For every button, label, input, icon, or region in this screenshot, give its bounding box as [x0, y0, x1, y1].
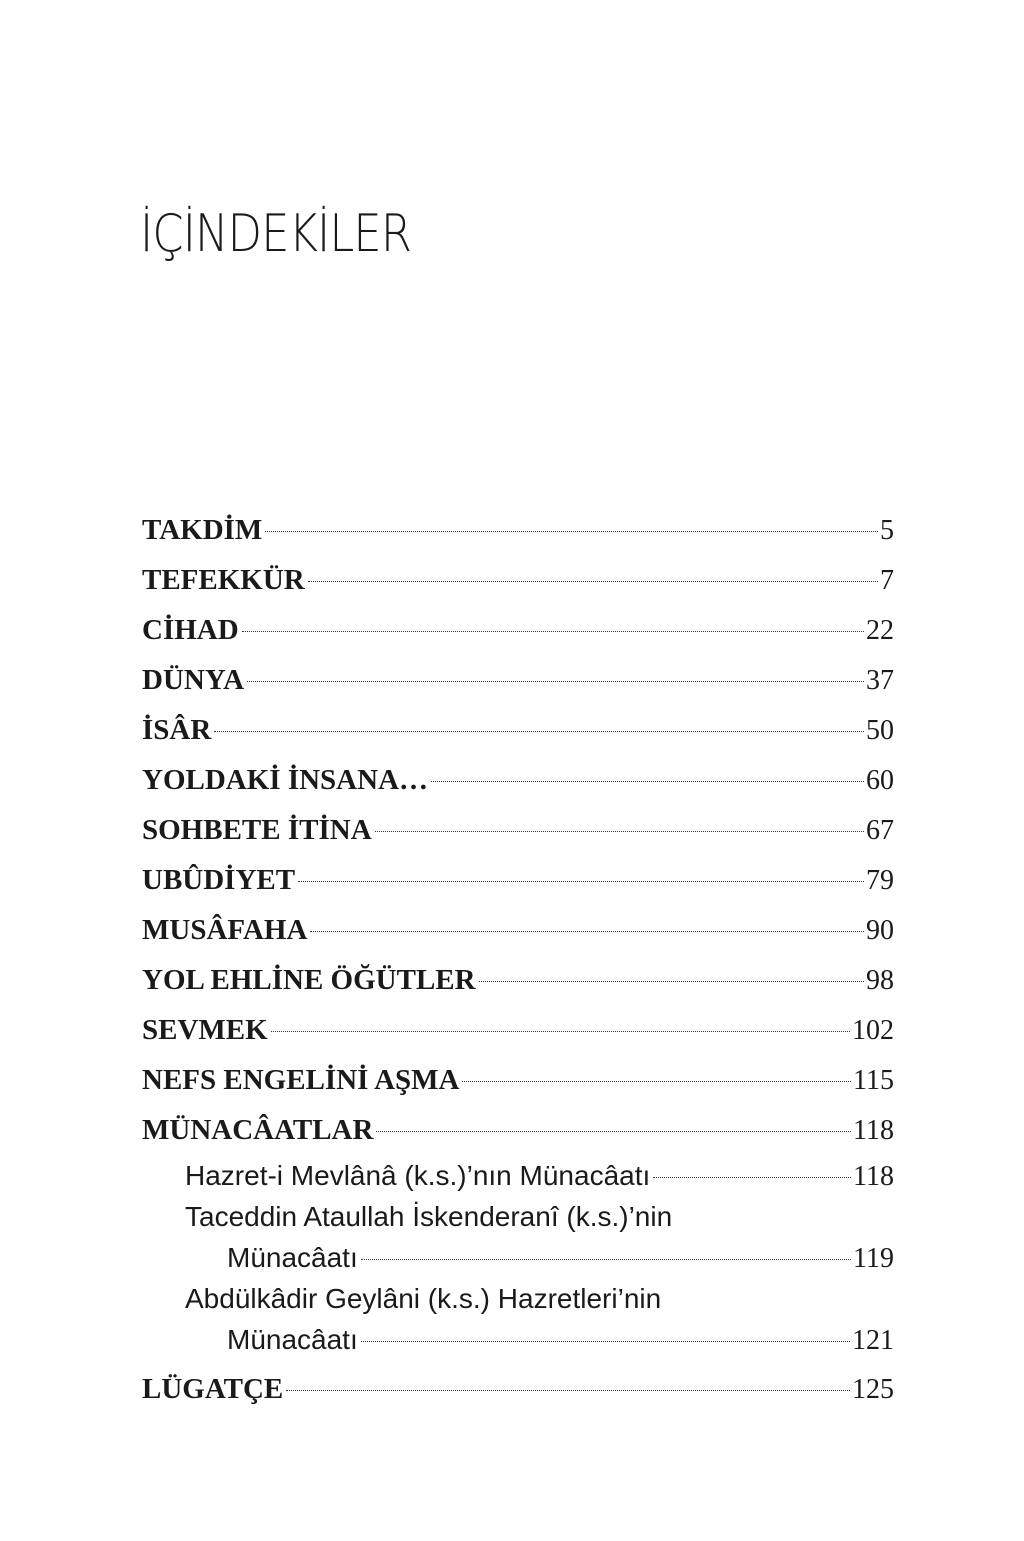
dot-leader	[462, 1081, 851, 1082]
toc-entry-tefekkur[interactable]	[142, 555, 894, 605]
toc-subentry-label: Hazret-i Mevlânâ (k.s.)’nın Münacâatı	[185, 1160, 651, 1191]
toc-subentry-geylani-line2[interactable]	[142, 1319, 894, 1360]
table-of-contents	[142, 505, 894, 1414]
dot-leader	[479, 981, 864, 982]
dot-leader	[431, 781, 864, 782]
toc-entry-yoldaki-insana[interactable]	[142, 755, 894, 805]
dot-leader	[247, 681, 864, 682]
toc-entry-label: NEFS ENGELİNİ AŞMA	[142, 1064, 460, 1096]
toc-page-number: 102	[852, 1015, 894, 1046]
toc-page-number: 60	[866, 765, 894, 796]
toc-page-number: 90	[866, 915, 894, 946]
dot-leader	[375, 831, 864, 832]
dot-leader	[286, 1390, 850, 1391]
dot-leader	[376, 1131, 851, 1132]
toc-page-number: 119	[853, 1243, 894, 1274]
toc-page-number: 121	[852, 1325, 894, 1356]
dot-leader	[310, 931, 864, 932]
toc-entry-ubudiyet[interactable]	[142, 855, 894, 905]
toc-subentry-iskenderani-line2[interactable]	[142, 1237, 894, 1278]
dot-leader	[265, 531, 878, 532]
toc-subentry-label: Abdülkâdir Geylâni (k.s.) Hazretleri’nin	[185, 1283, 662, 1314]
toc-page-number: 125	[852, 1374, 894, 1405]
dot-leader	[242, 631, 864, 632]
toc-page-number: 115	[853, 1065, 894, 1096]
toc-entry-lugatce[interactable]	[142, 1364, 894, 1414]
toc-entry-munacaatlar[interactable]	[142, 1105, 894, 1155]
dot-leader	[298, 881, 864, 882]
dot-leader	[214, 731, 864, 732]
toc-entry-sohbete-itina[interactable]	[142, 805, 894, 855]
toc-entry-label: UBÛDİYET	[142, 864, 296, 896]
toc-page-number: 67	[866, 815, 894, 846]
toc-entry-isar[interactable]	[142, 705, 894, 755]
toc-page-number: 118	[853, 1115, 894, 1146]
toc-entry-label: MÜNACÂATLAR	[142, 1114, 374, 1146]
toc-entry-takdim[interactable]	[142, 505, 894, 555]
toc-entry-label: TAKDİM	[142, 514, 263, 546]
toc-entry-label: SEVMEK	[142, 1014, 268, 1046]
toc-subentry-label: Münacâatı	[227, 1242, 358, 1273]
toc-page-number: 22	[866, 615, 894, 646]
toc-entry-sevmek[interactable]	[142, 1005, 894, 1055]
toc-subentry-label: Taceddin Ataullah İskenderanî (k.s.)’nin	[185, 1201, 673, 1232]
dot-leader	[271, 1031, 850, 1032]
dot-leader	[361, 1259, 851, 1260]
toc-subentry-iskenderani-line1[interactable]	[142, 1196, 894, 1237]
toc-page-number: 5	[880, 515, 894, 546]
toc-page-number: 98	[866, 965, 894, 996]
toc-entry-cihad[interactable]	[142, 605, 894, 655]
toc-entry-label: TEFEKKÜR	[142, 564, 305, 596]
dot-leader	[653, 1177, 851, 1178]
toc-entry-dunya[interactable]	[142, 655, 894, 705]
toc-page-number: 50	[866, 715, 894, 746]
toc-entry-label: CİHAD	[142, 614, 239, 646]
toc-entry-label: SOHBETE İTİNA	[142, 814, 372, 846]
toc-subentry-geylani-line1[interactable]	[142, 1278, 894, 1319]
toc-page-number: 37	[866, 665, 894, 696]
toc-entry-nefs-engelini-asma[interactable]	[142, 1055, 894, 1105]
toc-page-number: 7	[880, 565, 894, 596]
toc-entry-label: YOLDAKİ İNSANA…	[142, 764, 429, 796]
toc-subentry-label: Münacâatı	[227, 1324, 358, 1355]
toc-entry-musafaha[interactable]	[142, 905, 894, 955]
toc-entry-label: DÜNYA	[142, 664, 245, 696]
toc-entry-label: LÜGATÇE	[142, 1373, 284, 1405]
toc-entry-label: MUSÂFAHA	[142, 914, 308, 946]
toc-page-number: 118	[853, 1161, 894, 1192]
toc-entry-label: İSÂR	[142, 714, 212, 746]
toc-page-number: 79	[866, 865, 894, 896]
toc-subentry-mevlana[interactable]	[142, 1155, 894, 1196]
page-title: İÇİNDEKİLER	[140, 204, 412, 264]
toc-entry-yol-ehline-ogutler[interactable]	[142, 955, 894, 1005]
dot-leader	[308, 581, 878, 582]
dot-leader	[361, 1341, 850, 1342]
toc-entry-label: YOL EHLİNE ÖĞÜTLER	[142, 964, 476, 996]
